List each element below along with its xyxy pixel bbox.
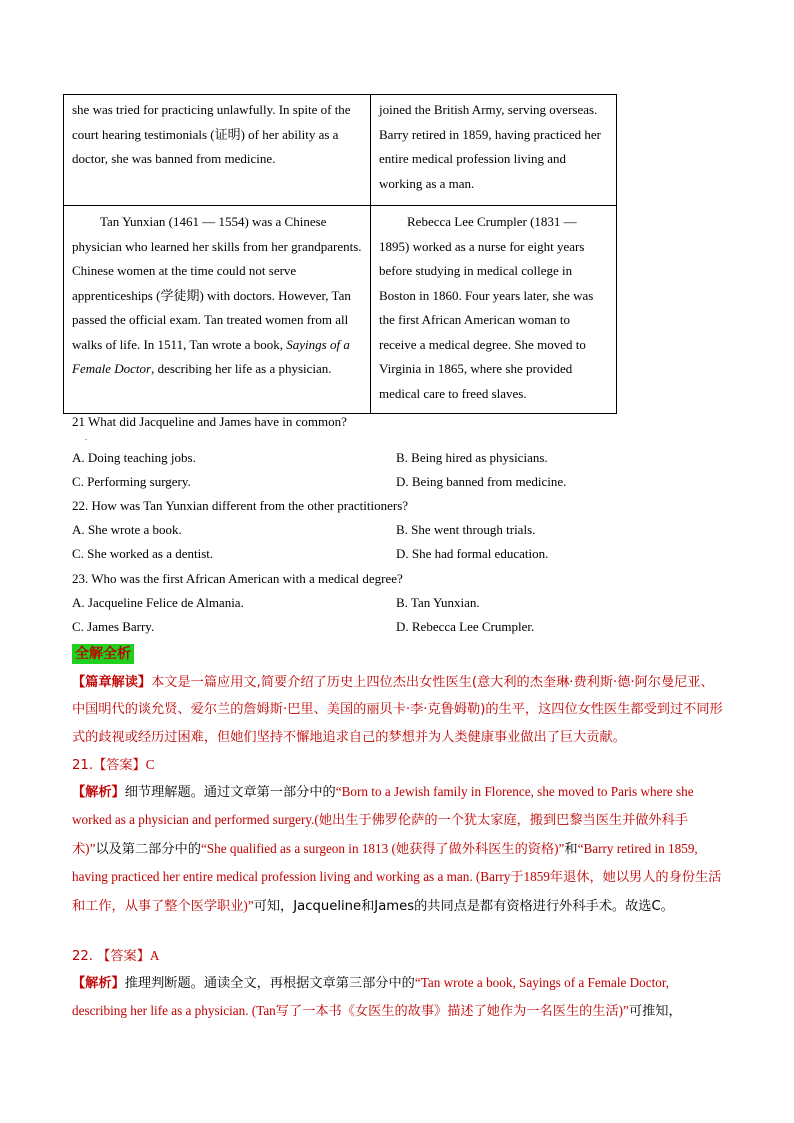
explanation-21-quote: “Barry retired in 1859, having practiced her entire medical profession living and working as a man. (Barry于1859年退休，她以男人的身份生活和工作，从事了整个医学职业)” <box>72 840 722 913</box>
passage-table <box>63 94 617 414</box>
explanation-22 <box>72 969 724 1026</box>
explanation-21-text: 可知，Jacqueline和James的共同点是都有资格进行外科手术。故选C。 <box>253 898 674 914</box>
stray-dot: . <box>85 432 88 442</box>
table-cell-tan-yunxian <box>64 206 371 414</box>
explanation-21 <box>72 778 724 920</box>
explanation-21-text: 细节理解题。通过文章第一部分中的 <box>124 785 336 800</box>
question-22-stem: 22. How was Tan Yunxian different from the other practitioners? <box>72 498 409 513</box>
question-21-stem: 21 What did Jacqueline and James have in common? <box>72 414 347 429</box>
table-cell-crumpler <box>371 206 617 414</box>
question-23-option-b: B. Tan Yunxian. <box>396 595 480 610</box>
cell-text-part: , describing her life as a physician. <box>151 361 332 376</box>
explanation-21-text: 以及第二部分中的 <box>95 841 201 857</box>
book-title: Sayings of a Female Doctor <box>72 336 350 376</box>
explanation-21-tag: 【解析】 <box>72 785 125 800</box>
passage-summary <box>72 669 724 751</box>
explanation-21-quote: “Born to a Jewish family in Florence, she moved to Paris where she worked as a physician and performed surgery.(她出生于佛罗伦萨的一个犹太家庭，搬到巴黎当医生并做外科手术)” <box>72 784 694 856</box>
table-cell-jacqueline <box>64 95 371 206</box>
question-21-option-c: C. Performing surgery. <box>72 474 191 489</box>
answer-21-label: 21.【答案】 <box>72 758 146 773</box>
explanation-21-quote: “She qualified as a surgeon in 1813 (她获得了做外科医生的资格)” <box>200 840 565 856</box>
question-21-option-b: B. Being hired as physicians. <box>396 450 548 465</box>
answer-22-label: 22. 【答案】 <box>72 949 150 964</box>
question-22-option-d: D. She had formal education. <box>396 546 549 561</box>
answer-22 <box>72 942 724 970</box>
question-23-option-d: D. Rebecca Lee Crumpler. <box>396 619 535 634</box>
answer-22-value: A <box>149 948 160 963</box>
summary-tag: 【篇章解读】 <box>72 675 152 690</box>
table-row <box>64 206 617 414</box>
question-22-option-b: B. She went through trials. <box>396 522 536 537</box>
table-row <box>64 95 617 206</box>
table-cell-barry <box>371 95 617 206</box>
question-21-option-d: D. Being banned from medicine. <box>396 474 567 489</box>
explanation-22-text: 可推知， <box>628 1004 682 1020</box>
cell-text-part: Tan Yunxian (1461 — 1554) was a Chinese physician who learned her skills from her grandparents. Chinese women at the time could not serve apprenticeships (学徒期) with doctors. However, Tan passed the official exam. Tan treated women from all walks of life. In 1511, Tan wrote a book, <box>72 214 362 352</box>
cell-text: she was tried for practicing unlawfully. In spite of the court hearing testimonials (证明) of her ability as a doctor, she was banned from medicine. <box>72 102 351 166</box>
question-23-stem: 23. Who was the first African American with a medical degree? <box>72 571 403 586</box>
question-21-option-a: A. Doing teaching jobs. <box>72 450 196 465</box>
answer-21 <box>72 751 724 779</box>
cell-text: joined the British Army, serving overseas. Barry retired in 1859, having practiced her entire medical profession living and working as a man. <box>379 102 601 191</box>
explanation-22-quote: “Tan wrote a book, Sayings of a Female Doctor, describing her life as a physician. (Tan写了一本书《女医生的故事》描述了她作为一名医生的生活)” <box>72 975 670 1019</box>
cell-text: Rebecca Lee Crumpler (1831 — 1895) worked as a nurse for eight years before studying in medical college in Boston in 1860. Four years later, she was the first African American woman to receive a medical degree. She moved to Virginia in 1865, where she provided medical care to freed slaves. <box>379 214 594 401</box>
question-23-option-c: C. James Barry. <box>72 619 155 634</box>
analysis-badge: 全解全析 <box>72 644 134 664</box>
question-22-option-c: C. She worked as a dentist. <box>72 546 214 561</box>
cell-text <box>72 210 363 382</box>
answer-21-value: C <box>145 757 155 772</box>
explanation-22-tag: 【解析】 <box>72 976 125 991</box>
explanation-21-text: 和 <box>564 841 578 857</box>
explanation-22-text: 推理判断题。通读全文，再根据文章第三部分中的 <box>124 976 415 991</box>
question-22-option-a: A. She wrote a book. <box>72 522 182 537</box>
question-23-option-a: A. Jacqueline Felice de Almania. <box>72 595 244 610</box>
summary-text: 本文是一篇应用文,简要介绍了历史上四位杰出女性医生(意大利的杰奎琳·费利斯·德·阿尔曼尼亚、中国明代的谈允贤、爱尔兰的詹姆斯·巴里、美国的丽贝卡·李·克鲁姆勒)的生平，这四位女性医生都受到过不同形式的歧视或经历过困难，但她们坚持不懈地追求自己的梦想并为人类健康事业做出了巨大贡献。 <box>72 675 723 745</box>
